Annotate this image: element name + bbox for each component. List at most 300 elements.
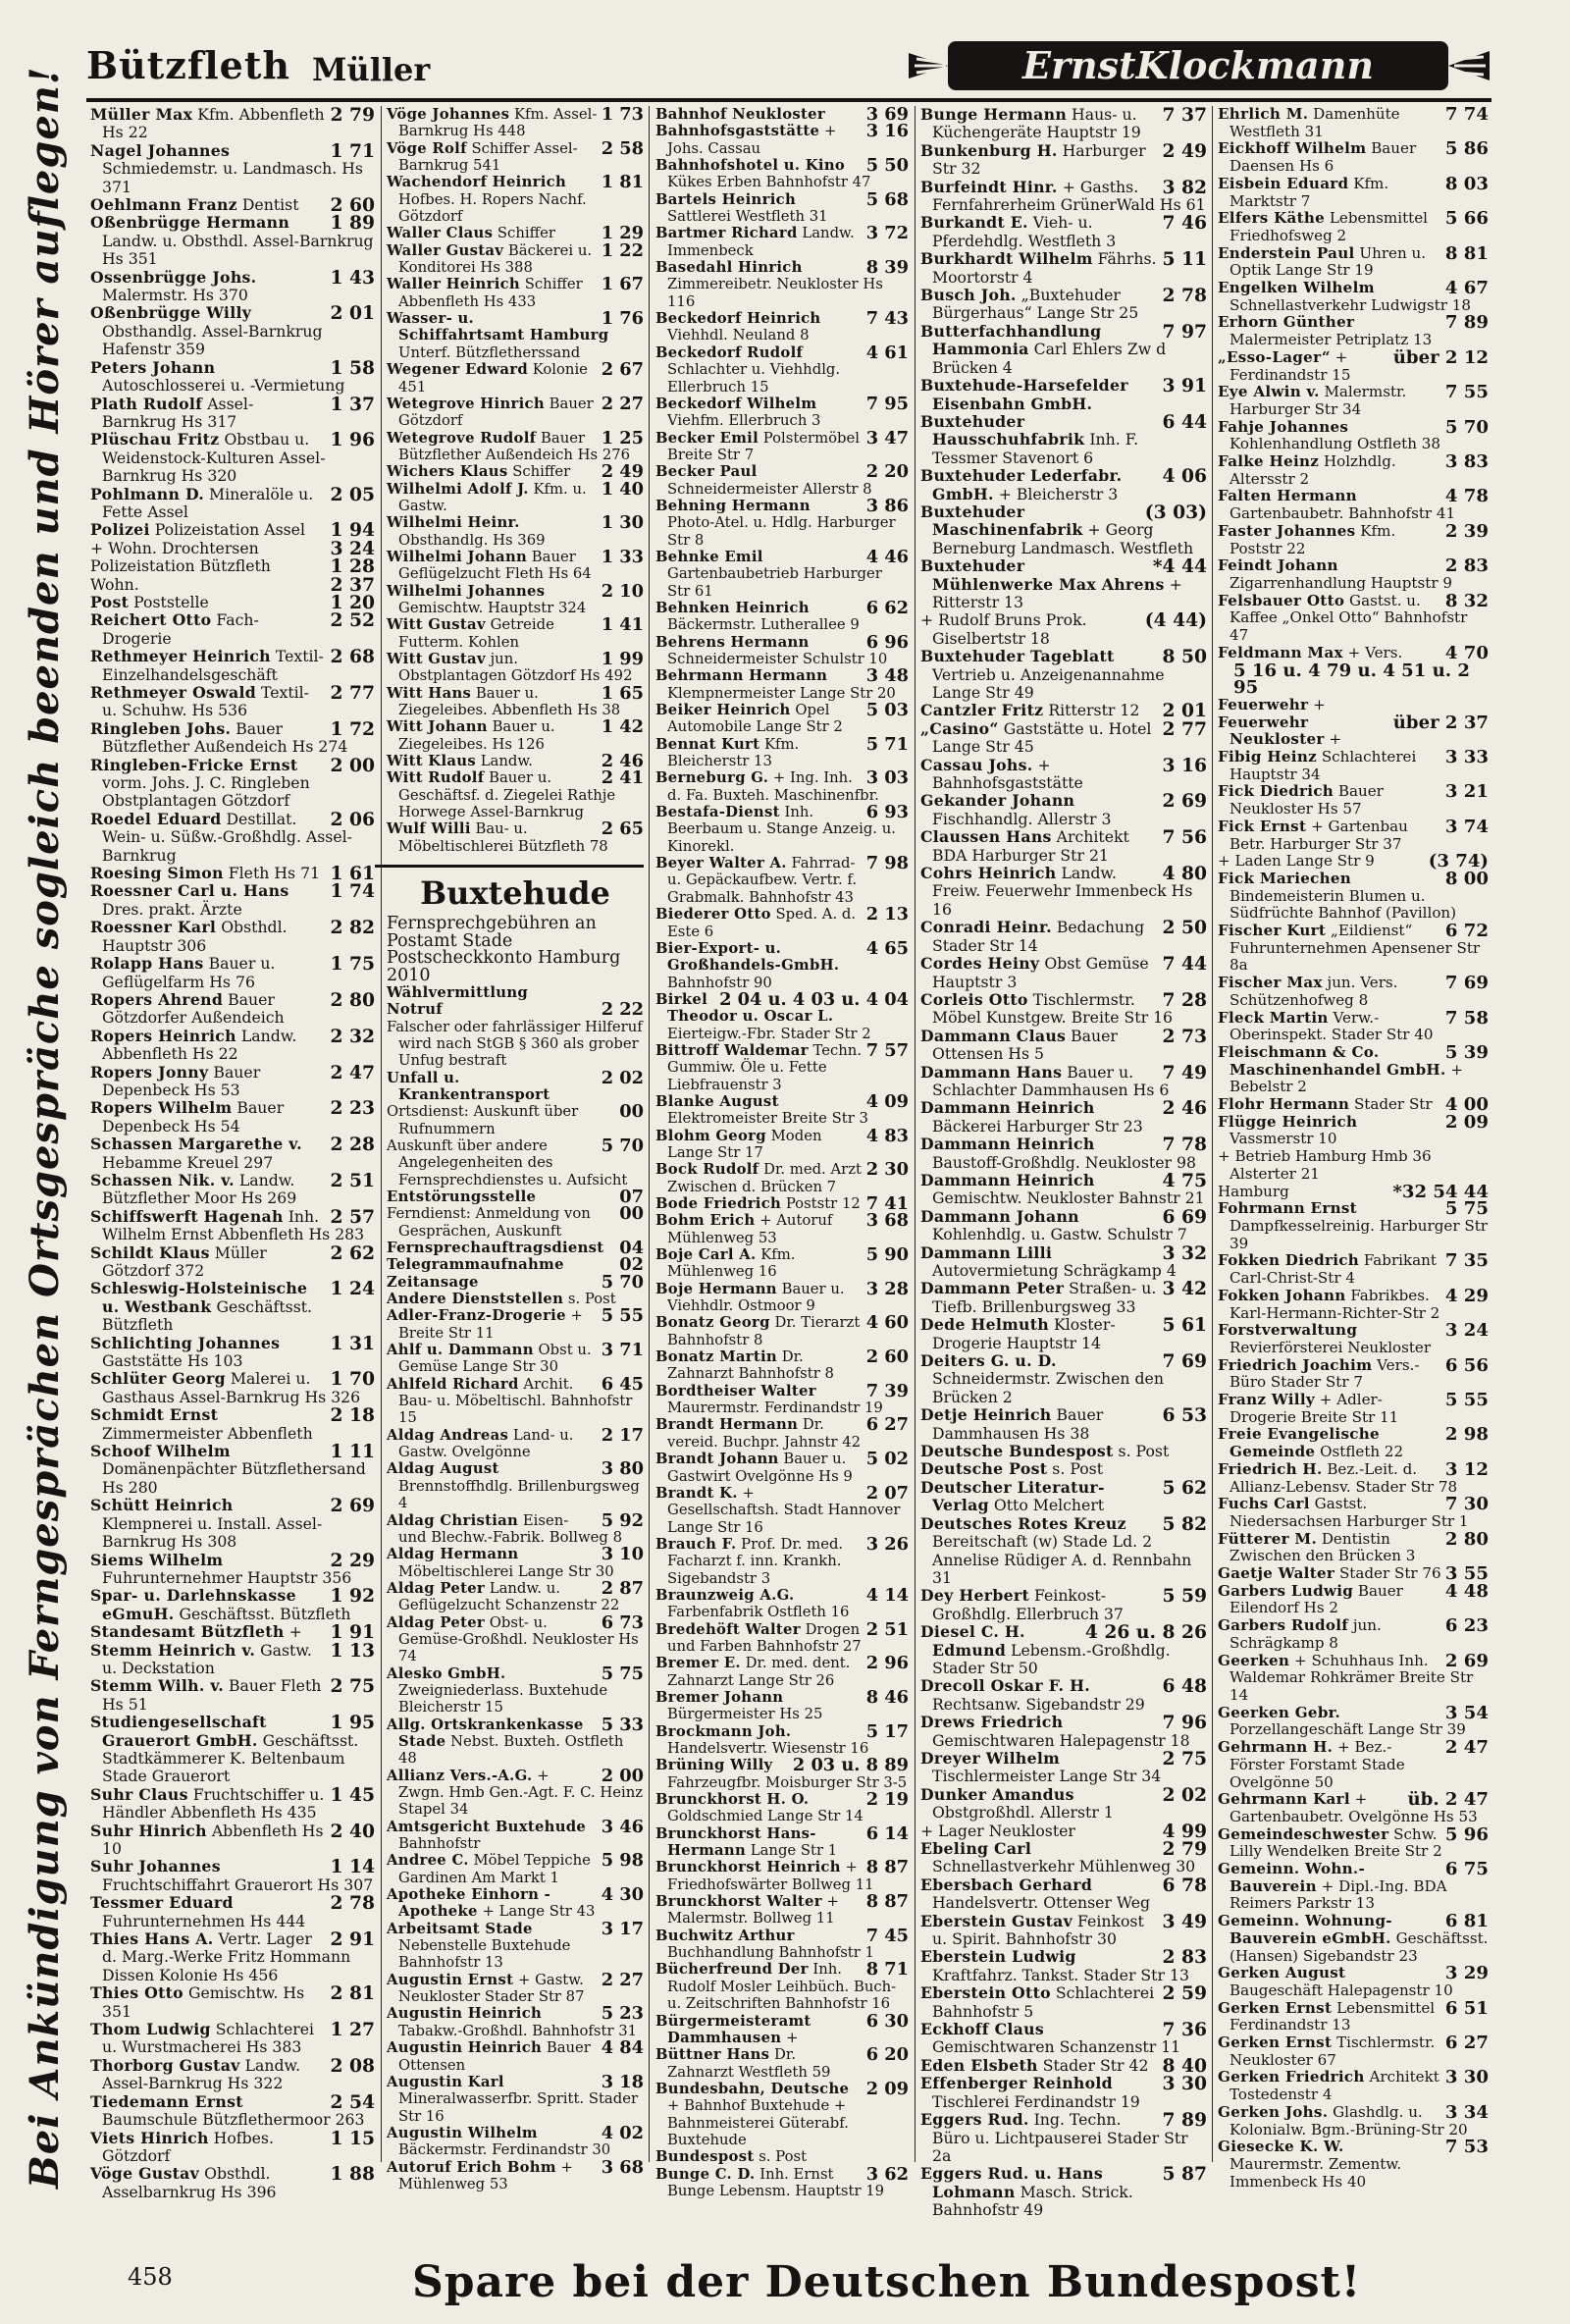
entry-name: Geerken Gebr. [1218, 1703, 1341, 1721]
phone-number: 6 93 [865, 802, 909, 823]
directory-entry [920, 139, 1207, 179]
entry-details: Masch. Strick. Bahnhofstr 49 [932, 2182, 1133, 2220]
directory-entry [90, 1370, 375, 1406]
entry-name: Fleischmann & Co. Maschinenhandel GmbH. [1218, 1042, 1446, 1079]
entry-name: Freie Evangelische Gemeinde [1218, 1425, 1380, 1461]
phone-number: 2 75 [330, 1675, 375, 1698]
directory-entry [655, 1893, 909, 1928]
phone-number: 8 81 [1444, 242, 1489, 264]
directory-entry [920, 1623, 1207, 1677]
entry-name: Standesamt Bützfleth [90, 1622, 285, 1642]
entry-name: Müller Max [90, 105, 193, 124]
directory-entry [920, 2075, 1207, 2111]
directory-entry [920, 1025, 1207, 1064]
entry-name: Dede Helmuth [920, 1315, 1050, 1335]
phone-number: 7 95 [865, 393, 909, 414]
directory-entry [387, 310, 644, 361]
entry-details: Gemischtwaren Halepagenstr 18 [932, 1730, 1190, 1750]
directory-entry [920, 792, 1207, 828]
entry-details: Haus- u. Küchengeräte Hauptstr 19 [932, 105, 1141, 142]
entry-name: Geerken [1218, 1651, 1290, 1669]
entry-details: Polstermöbel Breite Str 7 [667, 429, 861, 463]
entry-name: Witt Gustav [387, 616, 486, 634]
phone-number: 1 94 [330, 519, 375, 542]
directory-entry [920, 1476, 1207, 1515]
directory-entry [387, 682, 644, 719]
entry-details: Eisen- und Blechw.-Fabrik. Bollweg 8 [398, 1511, 623, 1546]
entry-details: Sped. A. d. Este 6 [667, 906, 857, 940]
phone-number: 7 46 [1162, 212, 1207, 235]
entry-details: Fuhrunternehmen Hs 444 [102, 1911, 306, 1930]
directory-entry [90, 919, 375, 955]
directory-entry [1218, 662, 1489, 714]
entry-name: Bonatz Georg [655, 1314, 770, 1332]
entry-details: Kolonie 451 [398, 361, 588, 396]
entry-name: Zeitansage [387, 1273, 479, 1291]
entry-details: Bäckerei u. Konditorei Hs 388 [398, 241, 593, 277]
phone-number: 6 73 [601, 1611, 644, 1633]
entry-details: Abbenfleth Hs 10 [102, 1821, 324, 1858]
entry-name: Witt Klaus [387, 753, 476, 770]
entry-details: Möbeltischlerei Lange Str 30 [398, 1562, 614, 1580]
entry-details: Photo-Atel. u. Hdlg. Harburger Str 8 [667, 514, 896, 549]
directory-entry [920, 865, 1207, 919]
directory-entry [1218, 242, 1489, 280]
directory-entry [1218, 923, 1489, 975]
entry-name: Ahlf u. Dammann [387, 1342, 534, 1359]
directory-entry [655, 1925, 909, 1962]
entry-details: Fruchtschiffer u. Händler Abbenfleth Hs 435 [102, 1784, 325, 1822]
entry-details: Bauer Bützflether Außendeich Hs 276 [398, 429, 631, 463]
section-rule [375, 865, 644, 868]
directory-entry [655, 1161, 909, 1195]
entry-name: Gehrmann Karl [1218, 1790, 1350, 1809]
header-name: Müller [312, 51, 431, 88]
directory-entry [920, 1136, 1207, 1172]
entry-name: Bahnhof Neukloster [655, 106, 825, 123]
phone-number: 4 14 [865, 1584, 909, 1606]
footer-slogan: Spare bei der Deutschen Bundespost! [412, 2257, 1362, 2307]
entry-details: „Buxtehuder Bürgerhaus“ Lange Str 25 [932, 286, 1139, 323]
phone-number: 6 56 [1444, 1354, 1489, 1376]
entry-name: Gerken Ernst [1218, 1998, 1333, 2017]
entry-name: Ossenbrügge Johs. [90, 267, 257, 287]
directory-entry [1218, 1702, 1489, 1739]
entry-name: Brandt Hermann [655, 1416, 799, 1434]
entry-name: Brauch F. [655, 1535, 737, 1553]
entry-details: Bahnhofstr 90 [667, 974, 772, 991]
entry-name: Eggers Rud. u. Hans Lohmann [920, 2164, 1104, 2201]
phone-number: 7 96 [1162, 1712, 1207, 1734]
entry-name: Eckhoff Claus [920, 2020, 1044, 2039]
entry-name: Elfers Käthe [1218, 209, 1326, 228]
phone-number: 2 57 [330, 1205, 375, 1228]
phone-number: 2 01 [1162, 700, 1207, 722]
phone-number: 1 27 [330, 2019, 375, 2041]
entry-details: Lebensmittel Ferdinandstr 13 [1230, 1998, 1436, 2034]
entry-name: Deutsche Bundespost [920, 1442, 1114, 1461]
directory-entry [90, 1061, 375, 1100]
entry-details: + Gartenbau Betr. Harburger Str 37 [1230, 817, 1408, 853]
directory-entry [655, 667, 909, 702]
directory-entry [920, 1714, 1207, 1750]
directory-entry [387, 820, 644, 855]
directory-entry [387, 427, 644, 464]
entry-name: Bredehöft Walter [655, 1620, 801, 1638]
entry-name: Thies Hans A. [90, 1929, 214, 1949]
phone-number: 5 61 [1162, 1314, 1207, 1337]
phone-number: 1 75 [330, 953, 375, 976]
directory-entry [920, 1316, 1207, 1352]
entry-name: Flohr Hermann [1218, 1095, 1350, 1114]
directory-entry [920, 106, 1207, 142]
directory-entry [387, 361, 644, 396]
entry-name: Dunker Amandus [920, 1784, 1074, 1804]
entry-name: Ropers Jonny [90, 1062, 209, 1082]
directory-entry [1218, 1426, 1489, 1460]
directory-entry [387, 1918, 644, 1972]
directory-entry [655, 1720, 909, 1758]
directory-entry [387, 2005, 644, 2039]
entry-details: Getreide Futterm. Kohlen [398, 616, 554, 651]
directory-entry [655, 988, 909, 1042]
directory-entry [1218, 816, 1489, 853]
phone-number: 1 91 [330, 1621, 375, 1644]
entry-name: Deutscher Literatur-Verlag [920, 1477, 1105, 1515]
entry-details: Kfm. Assel-Barnkrug Hs 448 [398, 106, 598, 140]
directory-entry [90, 1406, 375, 1443]
entry-details: Schneidermeister Schulstr 10 [667, 651, 888, 667]
directory-entry [387, 1714, 644, 1768]
directory-entry [387, 2122, 644, 2159]
phone-number: 5 02 [865, 1449, 909, 1470]
entry-details: Maurermstr. Zementw. Immenbeck Hs 40 [1230, 2154, 1402, 2191]
entry-details: Bäckermstr. Ferdinandstr 30 [398, 2141, 611, 2159]
directory-entry [1218, 1617, 1489, 1652]
entry-details: Zimmereibetr. Neukloster Hs 116 [667, 276, 883, 310]
phone-number: 7 35 [1444, 1250, 1489, 1272]
phone-number: 6 51 [1444, 1997, 1489, 2019]
directory-entry [90, 304, 375, 358]
entry-name: Schütt Heinrich [90, 1496, 234, 1515]
entry-name: Andere Dienststellen [387, 1291, 564, 1308]
directory-entry [387, 1665, 644, 1717]
entry-name: Bunkenburg H. [920, 140, 1058, 160]
entry-details: Bereitschaft (w) Stade Ld. 2 Annelise Rüdiger A. d. Rennbahn 31 [932, 1532, 1192, 1587]
phone-number: 2 49 [601, 461, 644, 483]
phone-number: 4 61 [865, 342, 909, 363]
directory-entry [387, 1137, 644, 1188]
phone-number: 1 65 [601, 682, 644, 704]
directory-entry [655, 1757, 909, 1791]
directory-entry [90, 2127, 375, 2166]
entry-name: Rolapp Hans [90, 954, 204, 974]
phone-number: 5 50 [865, 155, 909, 177]
directory-entry [90, 717, 375, 757]
phone-number: 4 70 [1444, 642, 1489, 663]
entry-name: Boje Carl A. [655, 1246, 757, 1264]
entry-name: Becker Emil [655, 429, 759, 447]
entry-details: + Breite Str 11 [398, 1307, 583, 1342]
entry-name: Suhr Hinrich [90, 1821, 207, 1840]
entry-name: Falke Heinz [1218, 452, 1320, 471]
directory-entry [90, 139, 375, 196]
entry-details: Bäckerei Harburger Str 23 [932, 1116, 1143, 1136]
entry-details: Schiffer Abbenfleth Hs 433 [398, 276, 583, 310]
entry-details: Schneidermstr. Zwischen den Brücken 2 [932, 1369, 1164, 1406]
directory-entry [90, 1205, 375, 1244]
entry-name: Beckedorf Heinrich [655, 310, 821, 328]
entry-details: jun. Vers. Schützenhofweg 8 [1230, 974, 1398, 1009]
phone-number: 7 37 [1162, 104, 1207, 126]
entry-name: Wilhelmi Adolf J. [387, 480, 529, 498]
entry-details: Assel-Barnkrug Hs 317 [102, 394, 254, 431]
phone-number: 7 58 [1444, 1007, 1489, 1029]
entry-details: Dr. med. dent. Zahnarzt Lange Str 26 [667, 1655, 851, 1689]
directory-entry [1218, 868, 1489, 923]
directory-entry [1218, 453, 1489, 488]
entry-name: Birkel Theodor u. Oscar L. [655, 990, 834, 1026]
entry-details: Ritterstr 12 [1048, 701, 1140, 720]
entry-details: Vertr. Lager d. Marg.-Werke Fritz Hommann Dissen Kolonie Hs 456 [102, 1929, 351, 1984]
entry-details: Landw. Freiw. Feuerwehr Immenbeck Hs 16 [932, 864, 1193, 919]
directory-entry [387, 1188, 644, 1205]
phone-number: 5 82 [1162, 1512, 1207, 1535]
entry-details: Müller Götzdorf 372 [102, 1242, 267, 1280]
entry-details: Architekt BDA Harburger Str 21 [932, 827, 1129, 865]
entry-details: + Gesellschaftsh. Stadt Hannover Lange Str 16 [667, 1484, 901, 1536]
directory-entry [920, 1984, 1207, 2021]
entry-name: Waller Heinrich [387, 276, 520, 293]
phone-number: 1 76 [601, 308, 644, 330]
entry-name: Alesko GmbH. [387, 1664, 506, 1682]
entry-name: Vöge Johannes [387, 106, 510, 123]
entry-name: Brandt Johann [655, 1451, 779, 1468]
entry-details: Zigarrenhandlung Hauptstr 9 [1230, 573, 1452, 592]
phone-number: 04 [619, 1238, 644, 1258]
entry-details: Kraftfahrz. Tankst. Stader Str 13 [932, 1965, 1189, 1984]
phone-number: 4 65 [865, 937, 909, 959]
entry-name: Gaetje Walter [1218, 1564, 1335, 1583]
entry-name: Schlüter Georg [90, 1369, 226, 1389]
entry-name: Notruf [387, 1001, 443, 1019]
directory-entry [1218, 1007, 1489, 1044]
entry-details: Vieh- u. Pferdehdlg. Westfleth 3 [932, 213, 1117, 250]
entry-name: Garbers Rudolf [1218, 1616, 1349, 1635]
entry-name: Eberstein Gustav [920, 1911, 1073, 1930]
phone-number: 6 44 [1162, 410, 1207, 433]
entry-details: Vassmerstr 10 [1230, 1130, 1337, 1148]
entry-details: Dr. vereid. Buchpr. Jahnstr 42 [667, 1416, 862, 1451]
phone-number: 8 00 [1444, 868, 1489, 889]
phone-number: 2 65 [601, 819, 644, 840]
entry-details: Destillat. Wein- u. Süßw.-Großhdlg. Assel-Barnkrug [102, 809, 352, 865]
phone-number: 4 30 [601, 1884, 644, 1906]
phone-number: 7 89 [1444, 312, 1489, 334]
directory-entry [1218, 1354, 1489, 1392]
entry-details: Landw. Abbenfleth Hs 22 [102, 1026, 297, 1064]
entry-name: Behnke Emil [655, 548, 763, 565]
directory-entry [90, 1497, 375, 1551]
phone-number: 7 78 [1162, 1134, 1207, 1156]
entry-details: Bauer Götzdorf [398, 395, 594, 430]
entry-details: Dr. med. Arzt Zwischen d. Brücken 7 [667, 1161, 862, 1195]
directory-entry [655, 855, 909, 906]
entry-details: Revierförsterei Neukloster [1230, 1338, 1432, 1356]
entry-details: Schlachterei Hauptstr 34 [1230, 748, 1417, 783]
entry-name: Arbeitsamt Stade [387, 1920, 533, 1937]
entry-details: Mineralöle u. Fette Assel [102, 484, 314, 521]
entry-name: Bahnhofsgaststätte [655, 123, 820, 140]
directory-entry [1218, 488, 1489, 522]
sidebar-notice: Bei Ankündigung von Ferngesprächen Ortsgespräche sogleich beenden und Hörer auflegen! [22, 66, 68, 2189]
phone-number: 1 13 [330, 1639, 375, 1662]
directory-entry [387, 1424, 644, 1461]
phone-number: 6 81 [1444, 1911, 1489, 1932]
entry-name: Eickhoff Wilhelm [1218, 139, 1367, 158]
phone-number: 6 96 [865, 631, 909, 653]
entry-details: Stader Str 76 [1338, 1564, 1441, 1583]
phone-number: 5 90 [865, 1244, 909, 1266]
entry-details: Hofbes. H. Ropers Nachf. Götzdorf [398, 190, 587, 226]
phone-number: 7 98 [865, 853, 909, 874]
phone-number: 4 09 [865, 1090, 909, 1112]
phone-number: 8 40 [1162, 2054, 1207, 2077]
entry-details: + Lange Str 43 [482, 1903, 596, 1921]
entry-name: Aldag Hermann [387, 1546, 519, 1563]
entry-name: Roedel Eduard [90, 809, 222, 828]
directory-entry [920, 214, 1207, 250]
directory-entry [655, 2148, 909, 2165]
directory-entry [655, 1039, 909, 1093]
phone-number: 2 68 [330, 646, 375, 668]
entry-name: Dammann Peter [920, 1279, 1065, 1298]
buxtehude-service-entries [387, 984, 644, 2192]
entry-details: Sattlerei Westfleth 31 [667, 208, 828, 226]
phone-number: 2 37 [330, 573, 375, 596]
phone-number: 2 51 [865, 1618, 909, 1640]
directory-entry [1218, 140, 1489, 175]
directory-entry [387, 616, 644, 651]
entry-details: Malermstr. Hs 370 [102, 286, 248, 305]
directory-entry [387, 1019, 644, 1070]
directory-entry [655, 906, 909, 940]
directory-entry [655, 393, 909, 430]
entry-details: Schlachter u. Viehhdlg. Ellerbruch 15 [667, 361, 841, 396]
phone-number: 1 14 [330, 1856, 375, 1878]
entry-name: Polizei [90, 520, 150, 540]
phone-number: 6 20 [865, 2044, 909, 2066]
entry-details: Feinkost u. Spirit. Bahnhofstr 30 [932, 1911, 1144, 1949]
entry-name: Büttner Hans [655, 2046, 770, 2064]
entry-name: Wasser- u. Schiffahrtsamt Hamburg [387, 310, 609, 344]
entry-details: Landw. [480, 753, 533, 770]
entry-details: Textil- Einzelhandelsgeschäft [102, 647, 324, 684]
entry-name: Spar- u. Darlehnskasse eGmuH. [90, 1586, 296, 1623]
directory-entry [1218, 1458, 1489, 1496]
entry-details: Fährhs. Moortorstr 4 [932, 249, 1157, 287]
phone-number: 3 69 [865, 104, 909, 125]
entry-name: Blanke August [655, 1092, 779, 1110]
entry-details: Schnellastverkehr Mühlenweg 30 [932, 1857, 1196, 1876]
entry-details: Geschäftsst. (Hansen) Sigebandstr 23 [1230, 1928, 1489, 1965]
phone-number: 2 77 [330, 682, 375, 704]
entry-name: Augustin Wilhelm [387, 2124, 538, 2141]
directory-entry [387, 999, 644, 1021]
directory-entry [920, 1443, 1207, 1460]
entry-name: Bunge C. D. [655, 2165, 756, 2183]
entry-details: Fruchtschiffahrt Grauerort Hs 307 [102, 1875, 374, 1894]
entry-name: Apotheke Einhorn - Apotheke [387, 1886, 551, 1921]
phone-number: 2 32 [330, 1025, 375, 1047]
phone-number: 00 [619, 1101, 644, 1123]
directory-entry [1218, 346, 1489, 384]
directory-entry [1218, 1739, 1489, 1791]
directory-entry [1218, 557, 1489, 592]
phone-number: 5 70 [601, 1271, 644, 1293]
entry-name: Pohlmann D. [90, 484, 205, 503]
entry-details: Gastw. u. Deckstation [102, 1640, 312, 1677]
directory-entry [655, 225, 909, 259]
directory-entry [90, 1549, 375, 1588]
directory-entry [920, 1512, 1207, 1588]
directory-entry [655, 1314, 909, 1348]
phone-number: 2 04 u. 4 03 u. 4 04 [719, 988, 909, 1010]
phone-number: 3 26 [865, 1533, 909, 1555]
entry-name: Brunckhorst Walter [655, 1893, 822, 1911]
entry-details: Bauer u. Schlachter Dammhausen Hs 6 [932, 1062, 1170, 1099]
phone-number: 1 29 [601, 223, 644, 244]
entry-details: Fuhrunternehmer Hauptstr 356 [102, 1567, 352, 1587]
directory-entry [1218, 2069, 1489, 2103]
entry-details: Tischlermstr. Neukloster 67 [1230, 2034, 1436, 2069]
entry-details: Schlachterei u. Wurstmacherei Hs 383 [102, 2020, 315, 2057]
entry-details: Kfm. Poststr 22 [1230, 521, 1396, 557]
entry-name: Beckedorf Rudolf [655, 343, 804, 361]
phone-number: 1 24 [330, 1278, 375, 1300]
entry-details: Uhren u. Optik Lange Str 19 [1230, 243, 1427, 280]
directory-entry [655, 310, 909, 344]
entry-name: Beckedorf Wilhelm [655, 395, 817, 412]
entry-name: Dammann Johann [920, 1206, 1079, 1226]
directory-entry [387, 174, 644, 225]
phone-number: 4 02 [601, 2122, 644, 2143]
entry-details: + Bahnhofsgaststätte [932, 755, 1083, 793]
directory-entry [655, 495, 909, 549]
phone-number: 3 47 [865, 427, 909, 449]
entry-details: Drogen und Farben Bahnhofstr 27 [667, 1620, 862, 1655]
phone-number: 2 96 [865, 1653, 909, 1674]
entry-details: + Johs. Cassau [667, 123, 837, 157]
directory-entry [920, 1747, 1207, 1786]
phone-number: 2 69 [1444, 1650, 1489, 1671]
entry-details: Landw. Immenbeck [667, 225, 855, 259]
entry-details: Bauer Daensen Hs 6 [1230, 139, 1417, 176]
directory-entry [655, 427, 909, 464]
entry-name: Brandt K. [655, 1484, 738, 1502]
entry-name: Bordtheiser Walter [655, 1382, 816, 1400]
directory-entry [655, 804, 909, 855]
column-divider [1212, 106, 1213, 2162]
entry-name: Cordes Heiny [920, 954, 1040, 974]
directory-entry [387, 1577, 644, 1614]
directory-entry [90, 1332, 375, 1371]
entry-details: Auskunft über andere Angelegenheiten des Fernsprechdienstes u. Aufsicht [387, 1136, 628, 1188]
entry-name: Bremer Johann [655, 1688, 784, 1706]
phone-number: 7 49 [1162, 1061, 1207, 1083]
phone-number: 2 17 [601, 1424, 644, 1446]
entry-name: „Esso-Lager“ [1218, 347, 1331, 366]
